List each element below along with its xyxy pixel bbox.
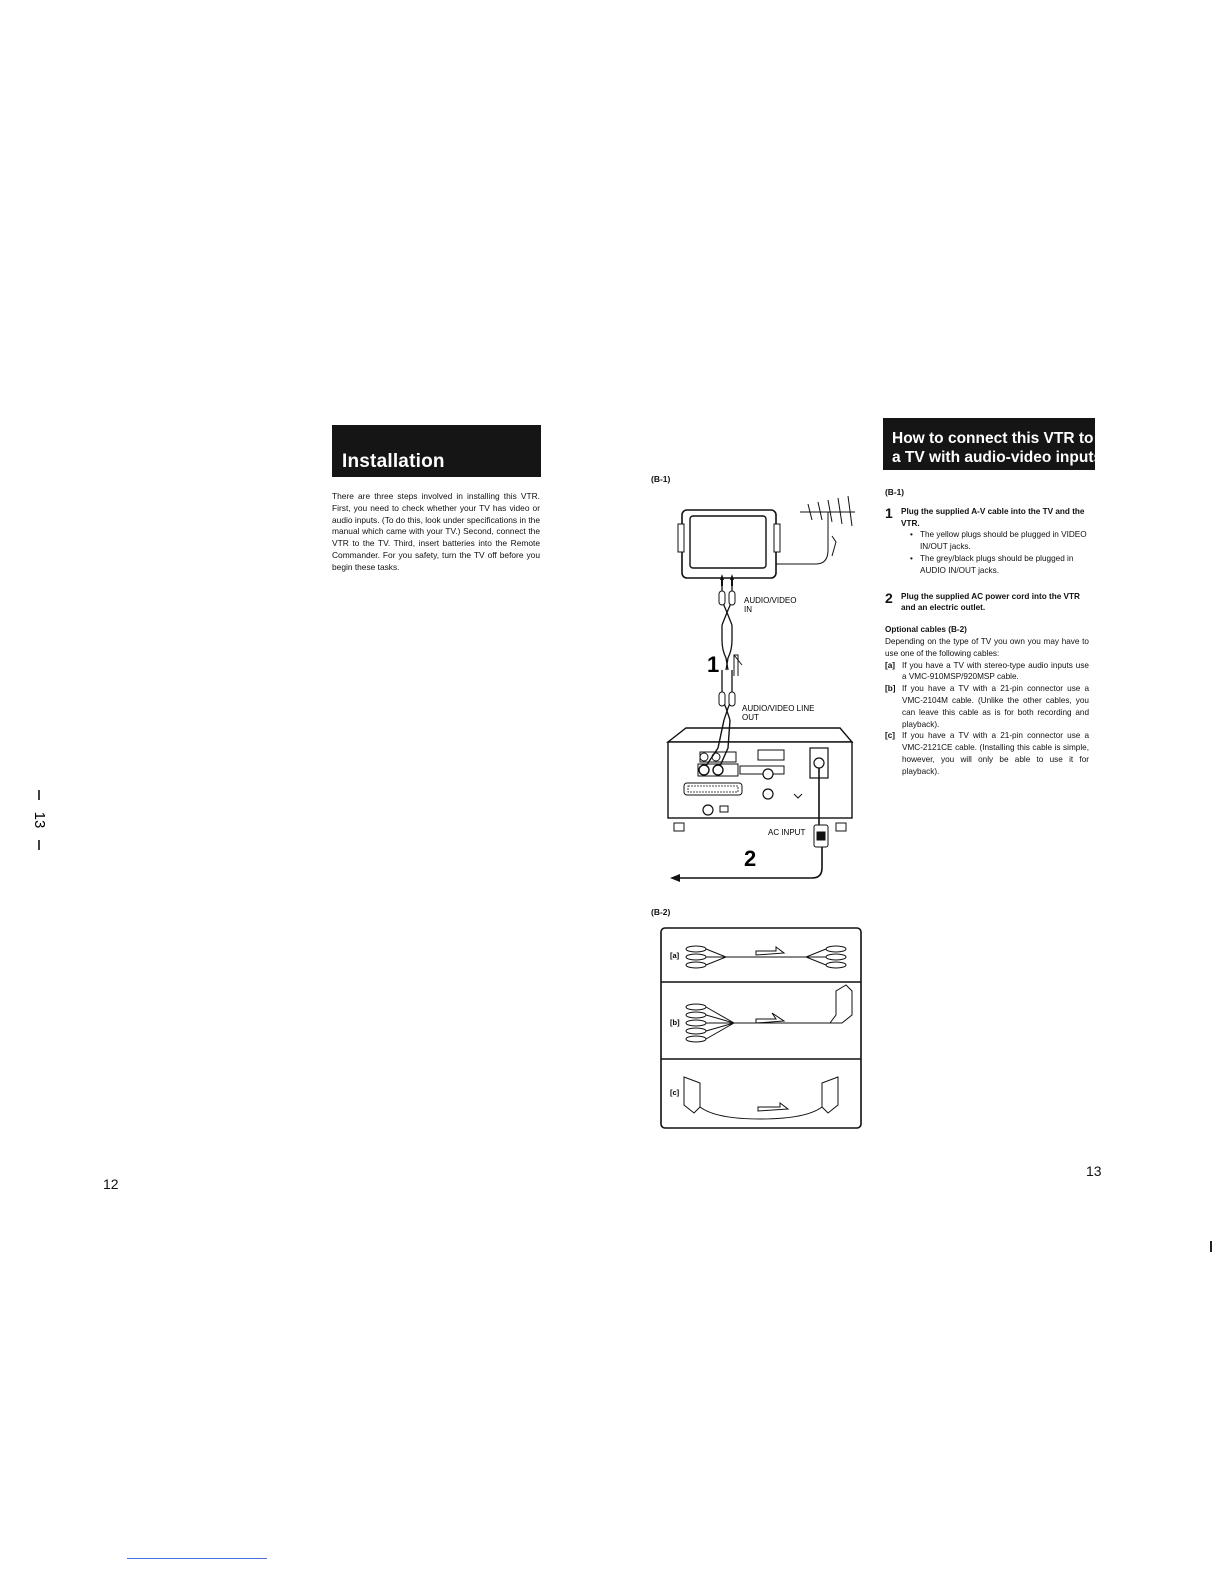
connect-header [883, 418, 1103, 470]
label-audio-video-in-2: IN [744, 605, 752, 614]
optional-item-b [885, 683, 1089, 730]
label-av-line-out-1: AUDIO/VIDEO LINE [742, 704, 815, 713]
figure-label-b2: (B-2) [651, 907, 671, 917]
cable-c-label: [c] [670, 1088, 680, 1097]
optional-item-c [885, 730, 1089, 777]
optional-item-tag: [a] [885, 660, 896, 670]
optional-item-tag: [b] [885, 684, 896, 694]
step-2-marker: 2 [744, 846, 757, 871]
installation-intro: There are three steps involved in installing this VTR. First, you need to check whether your TV has video or audio inputs. (To do this, look under specifications in the manual which came with your TV.) Second, connect the VTR to the TV. Third, insert batteries into the Remote Commander. For you safety, turn the TV off before you begin these tasks. [332, 491, 540, 572]
step-1-title: Plug the supplied A-V cable into the TV and the VTR. [901, 506, 1085, 528]
cable-a-label: [a] [670, 951, 680, 960]
step-2-number: 2 [885, 589, 893, 606]
edge-mark [1210, 1241, 1212, 1252]
figure-reference: (B-1) [885, 487, 905, 497]
label-audio-video-in-1: AUDIO/VIDEO [744, 596, 797, 605]
step-1-number: 1 [885, 504, 893, 521]
step-2 [885, 591, 1089, 615]
label-av-line-out-2: OUT [742, 713, 759, 722]
optional-item-a [885, 660, 1089, 684]
outlet-arrow [670, 874, 680, 882]
installation-title: Installation [342, 451, 445, 472]
optional-cables-diagram [660, 927, 862, 1129]
figure-label-b1: (B-1) [651, 474, 671, 484]
installation-header [332, 425, 541, 477]
bottom-rule [127, 1558, 267, 1559]
optional-cables-intro: Depending on the type of TV you own you may have to use one of the following cables: [885, 636, 1089, 658]
antenna-illustration [776, 496, 855, 564]
connect-header-line-1: How to connect this VTR to [892, 430, 1094, 447]
optional-cables-title: Optional cables (B-2) [885, 625, 967, 635]
side-page-marker [24, 790, 54, 850]
step-1-bullet-text: The grey/black plugs should be plugged in AUDIO IN/OUT jacks. [920, 553, 1074, 575]
vtr-illustration [668, 728, 852, 831]
page-number-left: 12 [103, 1176, 119, 1192]
optional-item-text: If you have a TV with stereo-type audio inputs use a VMC-910MSP/920MSP cable. [902, 660, 1089, 682]
page-number-right: 13 [1086, 1163, 1102, 1179]
connect-instructions [885, 487, 1089, 778]
tv-illustration [678, 510, 780, 578]
step-1-bullet-text: The yellow plugs should be plugged in VIDEO IN/OUT jacks. [920, 530, 1087, 552]
connection-diagram [640, 480, 880, 900]
optional-item-tag: [c] [885, 731, 896, 741]
step-2-title: Plug the supplied AC power cord into the VTR and an electric outlet. [901, 591, 1080, 613]
power-plug [814, 825, 828, 847]
step-1-marker: 1 [707, 652, 720, 677]
cable-b-label: [b] [670, 1018, 680, 1027]
step-1-bullet: • The grey/black plugs should be plugged in AUDIO IN/OUT jacks. [910, 553, 1089, 577]
side-page-number: 13 [31, 811, 49, 829]
connect-header-line-2: a TV with audio-video inputs [892, 449, 1103, 466]
optional-item-text: If you have a TV with a 21-pin connector use a VMC-2104M cable. (Unlike the other cables, you can leave this cable as is for both recording and playback). [902, 684, 1089, 729]
label-ac-input: AC INPUT [768, 828, 806, 837]
step-1 [885, 506, 1089, 577]
optional-item-text: If you have a TV with a 21-pin connector use a VMC-2121CE cable. (Installing this cable is simple, however, you will only be able to use it for playback). [902, 731, 1089, 776]
step-1-bullet: • The yellow plugs should be plugged in VIDEO IN/OUT jacks. [910, 529, 1089, 553]
